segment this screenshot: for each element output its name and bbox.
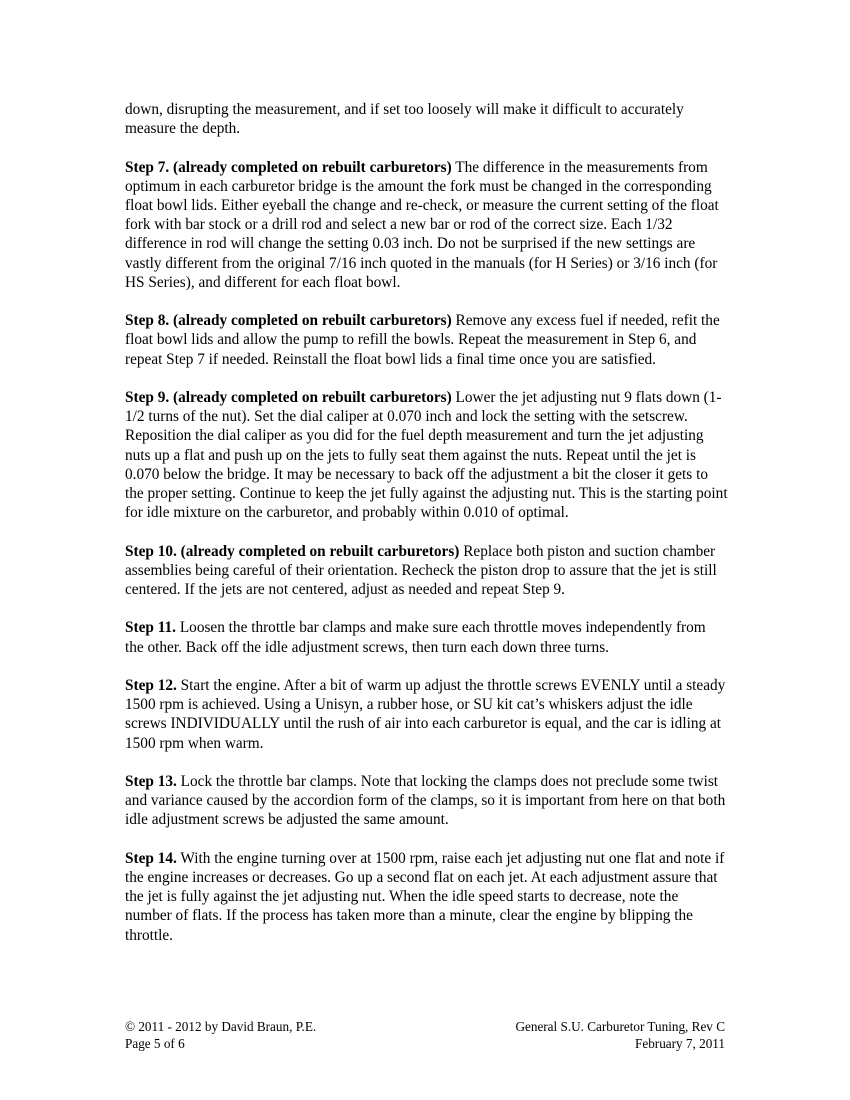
step-13-text: Lock the throttle bar clamps. Note that locking the clamps does not preclude some twist and variance caused by the accordion form of the clamps, so it is important from here on that both idle adjustment screws be adjusted the same amount. xyxy=(125,773,726,829)
footer-copyright: © 2011 - 2012 by David Braun, P.E. xyxy=(125,1019,317,1034)
footer-document-title: General S.U. Carburetor Tuning, Rev C xyxy=(515,1019,725,1034)
step-13-label: Step 13. xyxy=(125,773,177,790)
step-8-paragraph xyxy=(125,311,728,369)
step-9-paragraph xyxy=(125,388,728,522)
step-8-label: Step 8. (already completed on rebuilt carburetors) xyxy=(125,312,452,330)
step-12-text: Start the engine. After a bit of warm up adjust the throttle screws EVENLY until a steady 1500 rpm is achieved. Using a Unisyn, a rubber hose, or SU kit cat’s whiskers adjust the idle screws INDIVIDUALLY until the rush of air into each carburetor is equal, and the car is idling at 1500 rpm when warm. xyxy=(125,677,726,752)
footer-page-number: Page 5 of 6 xyxy=(125,1036,185,1051)
step-11-text: Loosen the throttle bar clamps and make sure each throttle moves independently from the other. Back off the idle adjustment screws, then turn each down three turns. xyxy=(125,619,706,656)
step-11-paragraph xyxy=(125,618,728,656)
intro-paragraph: down, disrupting the measurement, and if set too loosely will make it difficult to accurately measure the depth. xyxy=(125,101,684,138)
step-10-paragraph xyxy=(125,542,728,600)
step-14-label: Step 14. xyxy=(125,849,177,867)
footer-left xyxy=(125,1018,316,1052)
step-7-text: The difference in the measurements from optimum in each carburetor bridge is the amount the fork must be changed in the corresponding float bowl lids. Either eyeball the change and re-check, or measure the current setting of the float fork with bar stock or a drill rod and select a new bar or rod of the correct size. Each 1/32 difference in rod will change the setting 0.03 inch. Do not be surprised if the new settings are vastly different from the original 7/16 inch quoted in the manuals (for H Series) or 3/16 inch (for HS Series), and different for each float bowl. xyxy=(125,158,719,291)
step-7-label: Step 7. (already completed on rebuilt carburetors) xyxy=(125,158,452,176)
footer-right xyxy=(515,1018,725,1052)
step-14-paragraph xyxy=(125,849,728,945)
step-9-label: Step 9. (already completed on rebuilt carburetors) xyxy=(125,389,452,406)
step-14-text: With the engine turning over at 1500 rpm, raise each jet adjusting nut one flat and note if the engine increases or decreases. Go up a second flat on each jet. At each adjustment assure that the jet is fully against the jet adjusting nut. When the idle speed starts to decrease, note the number of flats. If the process has taken more than a minute, clear the engine by blipping the throttle. xyxy=(125,849,725,944)
step-12-paragraph xyxy=(125,676,728,753)
step-11-label: Step 11. xyxy=(125,619,176,637)
step-12-label: Step 12. xyxy=(125,677,177,694)
document-body xyxy=(125,100,728,964)
step-10-label: Step 10. (already completed on rebuilt carburetors) xyxy=(125,542,460,560)
footer-date: February 7, 2011 xyxy=(635,1036,725,1051)
step-7-paragraph xyxy=(125,158,728,292)
step-10-text: Replace both piston and suction chamber assemblies being careful of their orientation. Recheck the piston drop to assure that the jet is still centered. If the jets are not centered, adjust as needed and repeat Step 9. xyxy=(125,542,717,599)
step-9-text: Lower the jet adjusting nut 9 flats down (1-1/2 turns of the nut). Set the dial caliper at 0.070 inch and lock the setting with the setscrew. Reposition the dial caliper as you did for the fuel depth measurement and turn the jet adjusting nuts up a flat and push up on the jets to fully seat them against the nuts. Repeat until the jet is 0.070 below the bridge. It may be necessary to back off the adjustment a bit the closer it gets to the proper setting. Continue to keep the jet fully against the adjusting nut. This is the starting point for idle mixture on the carburetor, and probably within 0.010 of optimal. xyxy=(125,389,728,522)
step-8-text: Remove any excess fuel if needed, refit the float bowl lids and allow the pump to refill the bowls. Repeat the measurement in Step 6, and repeat Step 7 if needed. Reinstall the float bowl lids a final time once you are satisfied. xyxy=(125,312,720,368)
step-13-paragraph xyxy=(125,772,728,830)
